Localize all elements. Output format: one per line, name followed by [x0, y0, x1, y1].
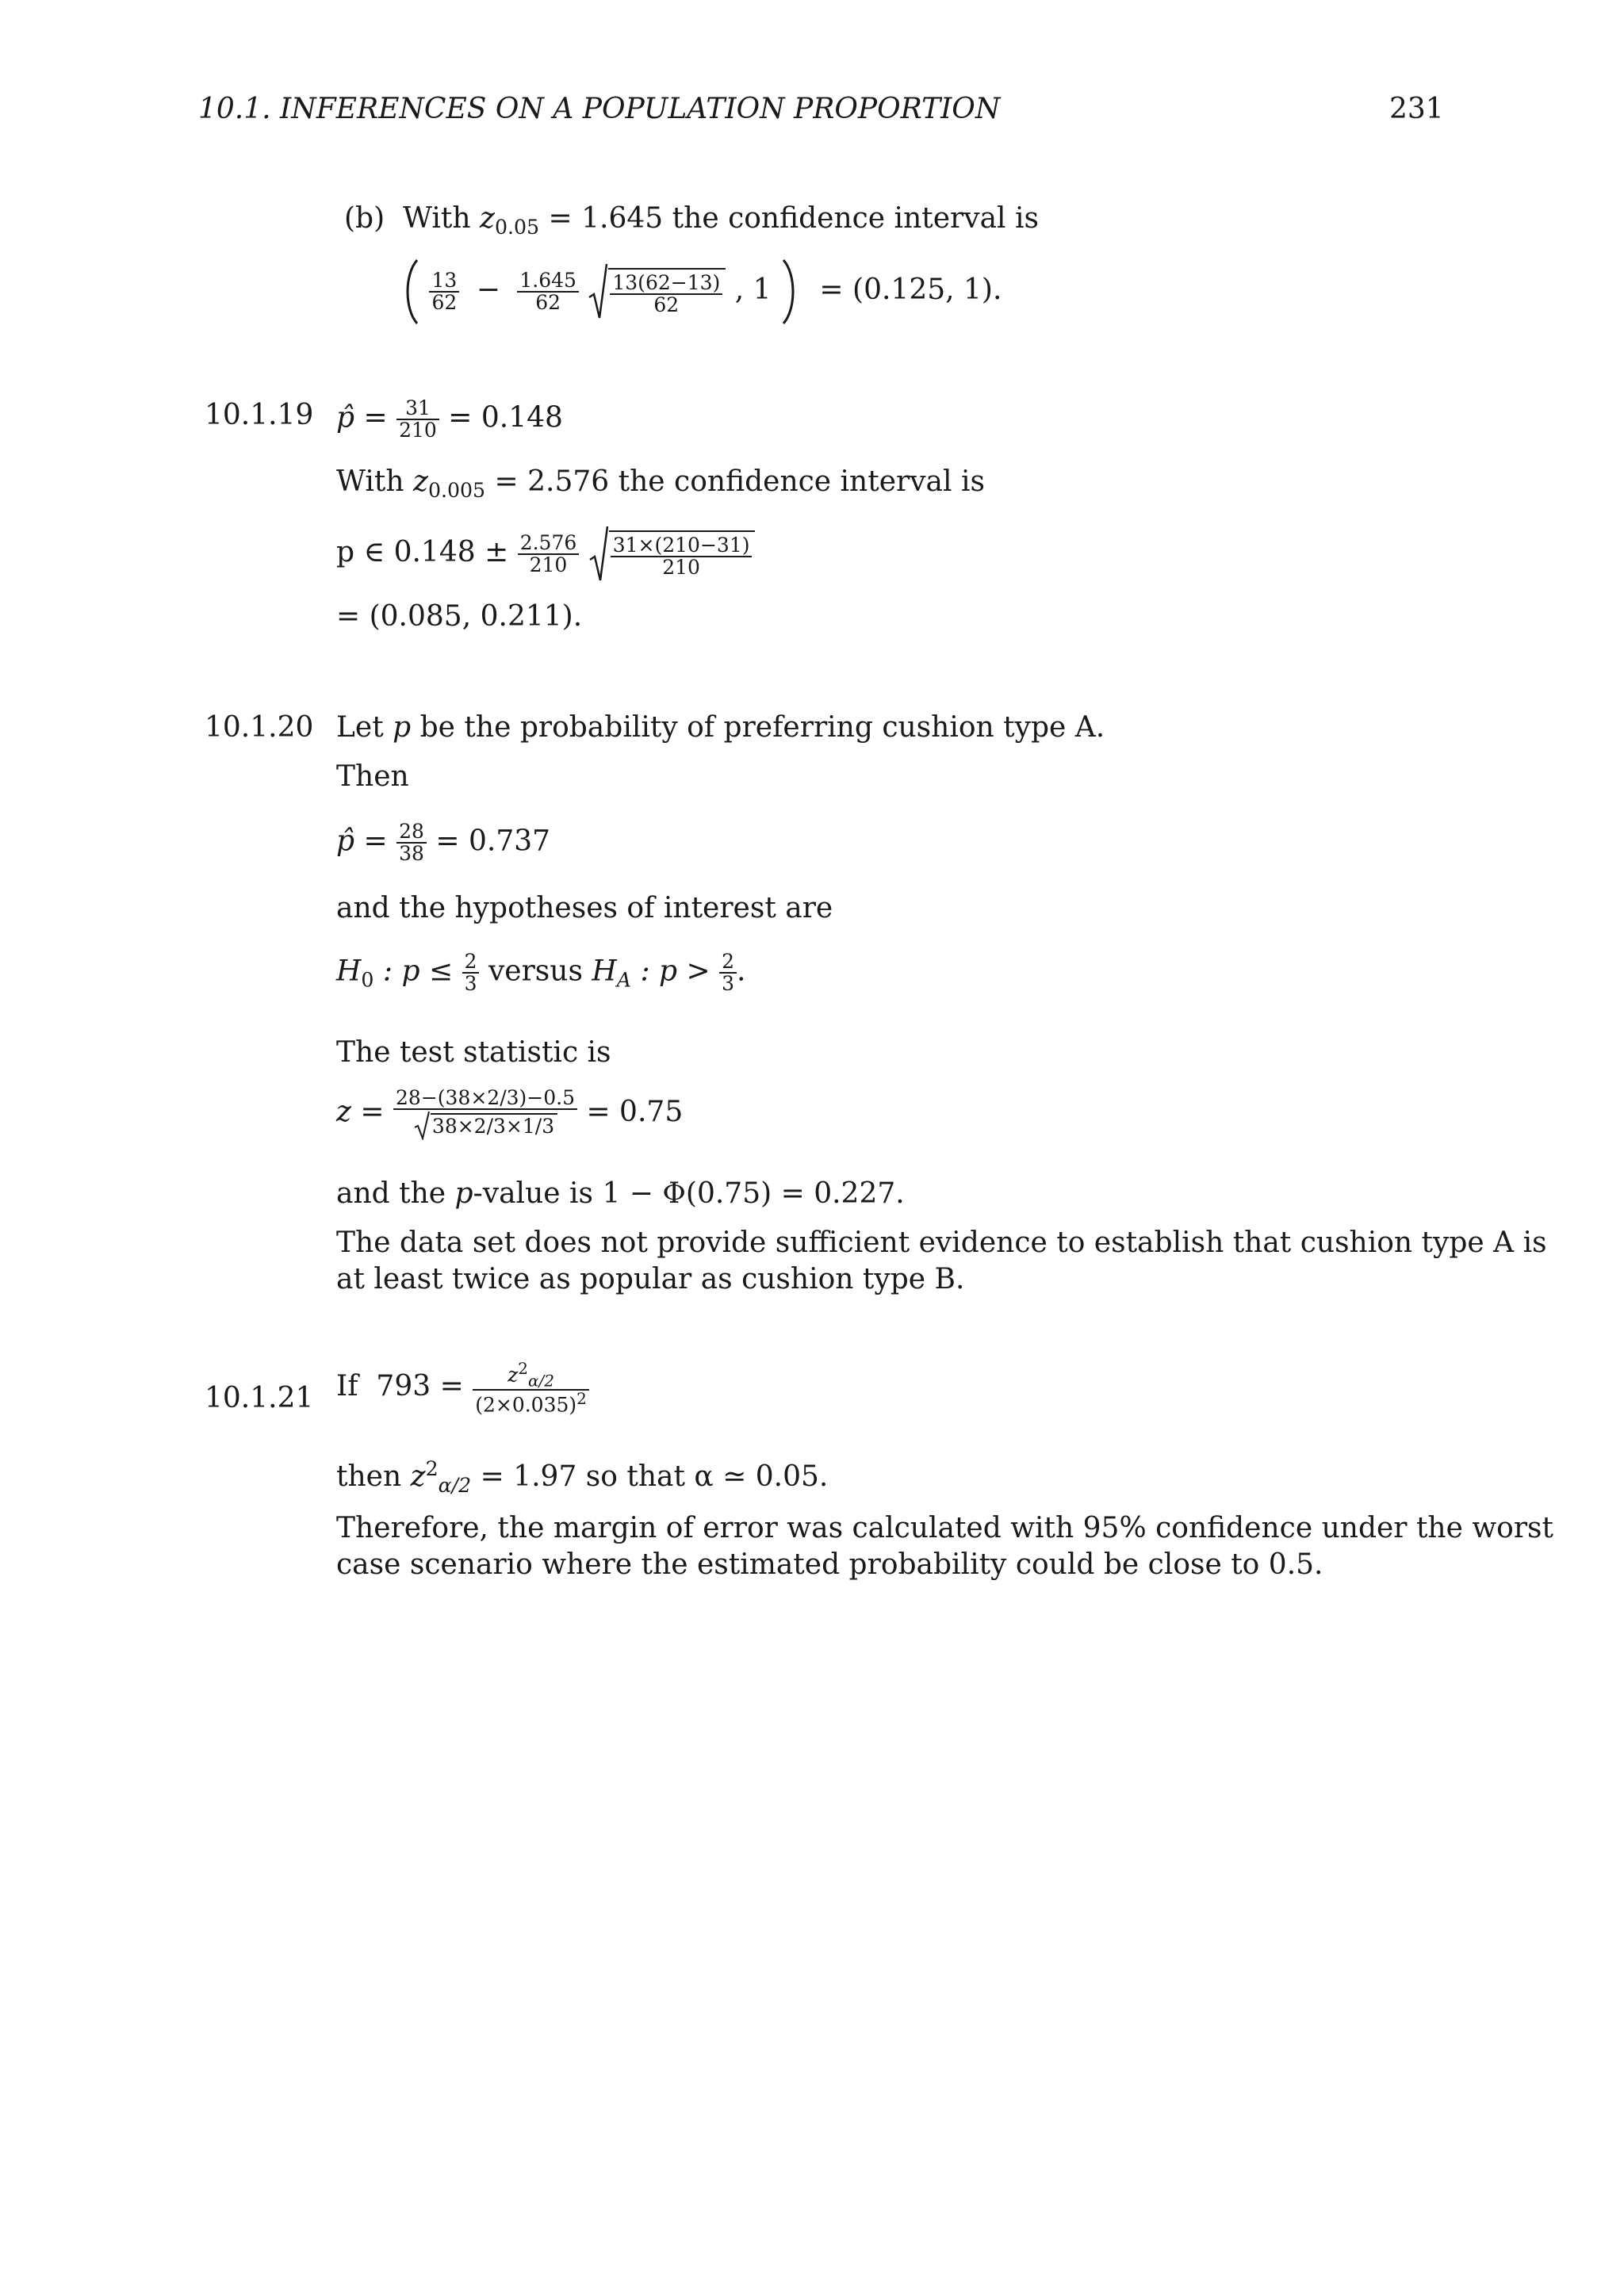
fraction-13-62: $\frac{13}{62}$ [429, 270, 459, 314]
q19-interval-formula: p ∈ 0.148 ± $\frac{2.576}{210}$ $\frac{31\times(210-31)}{210}$ [336, 525, 755, 584]
fraction-31-210: $\frac{31}{210}$ [396, 398, 439, 442]
q19-with-line: With $z_{0.005} = 2.576$ the confidence interval is [336, 465, 985, 503]
fraction-2-3: $\frac{2}{3}$ [719, 951, 737, 995]
q21-therefore-line2: case scenario where the estimated probability could be close to 0.5. [336, 1548, 1323, 1581]
part-b-result: = (0.125, 1). [819, 274, 1002, 306]
page-number: 231 [1389, 93, 1444, 125]
z-value: = 1.645 [548, 202, 664, 235]
q20-then: Then [336, 760, 409, 793]
z-fraction: $\frac{28-(38\times 2/3)-0.5}{38\times 2/3\times 1/3}$ [393, 1088, 577, 1140]
interval-text: the confidence interval is [672, 202, 1039, 235]
alpha-fraction: $\frac{z^2_{\alpha/2}}{(2\times 0.035)^2}$ [473, 1360, 589, 1416]
q21-if-formula: If 793 = $\frac{z^2_{\alpha/2}}{(2\times 0.035)^2}$ [336, 1360, 589, 1416]
part-b-line [344, 202, 1039, 239]
fraction-2-3: $\frac{2}{3}$ [462, 951, 480, 995]
right-paren-icon [780, 274, 799, 306]
radical-icon [413, 1110, 431, 1140]
part-b-label: (b) [344, 202, 385, 235]
running-header: 10.1. INFERENCES ON A POPULATION PROPORTION [198, 93, 1001, 125]
fraction-2576-210: $\frac{2.576}{210}$ [518, 533, 580, 576]
q21-then-line: then $z^2_{\alpha/2} = 1.97$ so that α ≃ 0.05. [336, 1457, 829, 1498]
q19-result: = (0.085, 0.211). [336, 600, 583, 633]
problem-number-20: 10.1.20 [205, 711, 314, 744]
radical-icon [588, 262, 608, 321]
z-symbol: z [480, 202, 495, 235]
part-b-formula: $\frac{13}{62}$ − $\frac{1.645}{62}$ $\frac{13(62-13)}{62}$ , 1 = (0.125, 1). [401, 258, 1002, 325]
q19-phat-line: p̂ = $\frac{31}{210}$ = 0.148 [336, 396, 563, 442]
square-root: $\frac{31\times(210-31)}{210}$ [588, 525, 756, 584]
q20-intro: Let p be the probability of preferring cushion type A. [336, 711, 1105, 744]
with-text: With [403, 202, 471, 235]
fraction-1645-62: $\frac{1.645}{62}$ [517, 270, 579, 314]
z-subscript: 0.05 [495, 216, 540, 239]
q20-z-formula: z = $\frac{28-(38\times 2/3)-0.5}{38\times 2/3\times 1/3}$ = 0.75 [336, 1088, 683, 1140]
q20-conclusion-line2: at least twice as popular as cushion type B. [336, 1263, 965, 1295]
q20-stat-intro: The test statistic is [336, 1036, 611, 1069]
square-root: 38×2/3×1/3 [413, 1110, 557, 1140]
q20-pvalue: and the p-value is 1 − Φ(0.75) = 0.227. [336, 1177, 905, 1210]
problem-number-21: 10.1.21 [205, 1382, 314, 1414]
q21-therefore-line1: Therefore, the margin of error was calculated with 95% confidence under the worst [336, 1512, 1553, 1544]
fraction-28-38: $\frac{28}{38}$ [396, 821, 427, 865]
left-paren-icon [401, 274, 420, 306]
square-root: $\frac{13(62-13)}{62}$ [588, 262, 726, 321]
problem-number-19: 10.1.19 [205, 399, 314, 431]
q20-conclusion-line1: The data set does not provide sufficient evidence to establish that cushion type A is [336, 1226, 1547, 1259]
q20-hypotheses: $H_0$ : p ≤ $\frac{2}{3}$ versus $H_A$ : p > $\frac{2}{3}$ . [336, 950, 746, 996]
q20-phat-line: p̂ = $\frac{28}{38}$ = 0.737 [336, 820, 551, 866]
radical-icon [588, 525, 609, 584]
q20-hyp-intro: and the hypotheses of interest are [336, 892, 833, 924]
